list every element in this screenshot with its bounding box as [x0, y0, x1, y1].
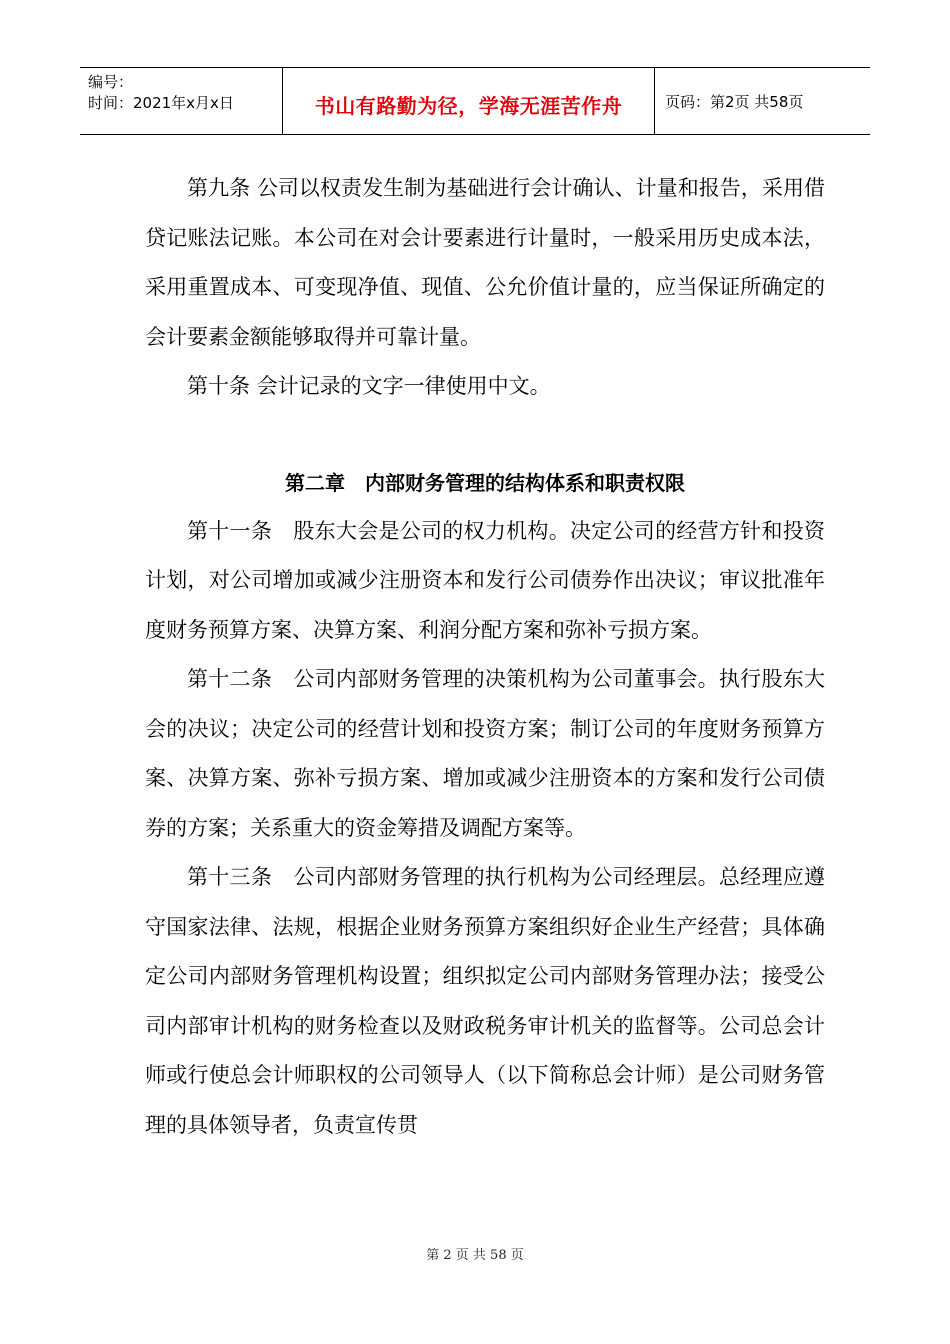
page-footer: 第 2 页 共 58 页 [426, 1248, 524, 1263]
document-number-label: 编号： [88, 73, 134, 91]
article-9: 第九条 公司以权责发生制为基础进行会计确认、计量和报告，采用借贷记账法记账。本公司在对会计要素进行计量时，一般采用历史成本法，采用重置成本、可变现净值、现值、公允价值计量的，应当保证所确定的会计要素金额能够取得并可靠计量。 [145, 176, 825, 349]
chapter-title: 第二章 内部财务管理的结构体系和职责权限 [285, 470, 685, 495]
page-header [80, 67, 870, 135]
header-page-cell [655, 68, 870, 134]
article-11: 第十一条 股东大会是公司的权力机构。决定公司的经营方针和投资计划，对公司增加或减少注册资本和发行公司债券作出决议；审议批准年度财务预算方案、决算方案、利润分配方案和弥补亏损方案。 [145, 518, 825, 642]
article-10: 第十条 会计记录的文字一律使用中文。 [187, 374, 551, 398]
header-motto: 书山有路勤为径，学海无涯苦作舟 [314, 93, 623, 118]
document-body [145, 164, 825, 1150]
header-motto-cell [283, 68, 655, 134]
article-12: 第十二条 公司内部财务管理的决策机构为公司董事会。执行股东大会的决议；决定公司的经营计划和投资方案；制订公司的年度财务预算方案、决算方案、弥补亏损方案、增加或减少注册资本的方案和发行公司债券的方案；关系重大的资金筹措及调配方案等。 [145, 667, 825, 840]
article-13: 第十三条 公司内部财务管理的执行机构为公司经理层。总经理应遵守国家法律、法规，根据企业财务预算方案组织好企业生产经营；具体确定公司内部财务管理机构设置；组织拟定公司内部财务管理办法；接受公司内部审计机构的财务检查以及财政税务审计机关的监督等。公司总会计师或行使总会计师职权的公司领导人（以下简称总会计师）是公司财务管理的具体领导者，负责宣传贯 [145, 865, 825, 1137]
document-time-label: 时间：2021年x月x日 [88, 94, 234, 112]
header-meta-cell [80, 68, 283, 134]
header-page-info: 页码：第2页 共58页 [665, 92, 804, 111]
